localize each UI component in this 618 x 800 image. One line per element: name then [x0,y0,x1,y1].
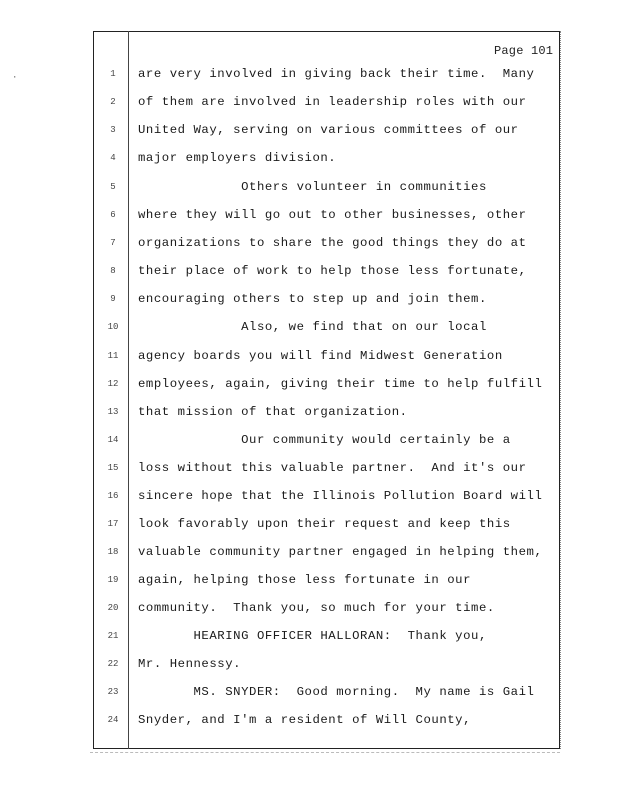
line-text: valuable community partner engaged in helping them, [138,545,543,559]
transcript-line [98,657,553,677]
line-text: community. Thank you, so much for your time. [138,601,495,615]
line-number: 15 [107,463,119,473]
line-number: 1 [110,69,116,79]
transcript-line [98,236,553,256]
line-number: 8 [110,266,116,276]
line-number: 11 [107,351,119,361]
line-number: 9 [110,294,116,304]
line-text: major employers division. [138,151,337,165]
line-number: 7 [110,238,116,248]
line-number: 3 [110,125,116,135]
transcript-line [98,264,553,284]
line-text: agency boards you will find Midwest Generation [138,349,503,363]
transcript-line [98,489,553,509]
transcript-line [98,208,553,228]
line-number: 22 [107,659,119,669]
line-text: that mission of that organization. [138,405,408,419]
line-number: 19 [107,575,119,585]
line-number: 23 [107,687,119,697]
transcript-line [98,377,553,397]
line-number: 14 [107,435,119,445]
scan-artifact [90,752,560,753]
page-number: Page 101 [494,44,554,58]
line-number: 21 [107,631,119,641]
line-text: of them are involved in leadership roles with our [138,95,527,109]
transcript-line [98,180,553,200]
margin-mark: · [12,73,18,83]
line-number: 20 [107,603,119,613]
line-number: 6 [110,210,116,220]
transcript-line [98,349,553,369]
line-text: look favorably upon their request and keep this [138,517,511,531]
transcript-line [98,685,553,705]
transcript-line [98,601,553,621]
transcript-line [98,517,553,537]
line-text: MS. SNYDER: Good morning. My name is Gail [138,685,535,699]
line-number: 2 [110,97,116,107]
line-text: sincere hope that the Illinois Pollution Board will [138,489,543,503]
line-text: Others volunteer in communities [138,180,487,194]
transcript-line [98,95,553,115]
line-text: Mr. Hennessy. [138,657,242,671]
line-number: 5 [110,182,116,192]
transcript-line [98,573,553,593]
line-text: loss without this valuable partner. And it's our [138,461,527,475]
transcript-line [98,433,553,453]
line-text: their place of work to help those less fortunate, [138,264,527,278]
transcript-line [98,713,553,733]
transcript-line [98,405,553,425]
transcript-line [98,461,553,481]
line-number: 16 [107,491,119,501]
line-text: HEARING OFFICER HALLORAN: Thank you, [138,629,487,643]
line-text: employees, again, giving their time to help fulfill [138,377,543,391]
line-text: United Way, serving on various committees of our [138,123,519,137]
line-text: Our community would certainly be a [138,433,511,447]
line-text: organizations to share the good things they do at [138,236,527,250]
transcript-line [98,292,553,312]
transcript-line [98,320,553,340]
line-text: where they will go out to other businesses, other [138,208,527,222]
transcript-line [98,123,553,143]
transcript-line [98,67,553,87]
line-text: again, helping those less fortunate in our [138,573,472,587]
line-text: Snyder, and I'm a resident of Will County, [138,713,472,727]
transcript-line [98,151,553,171]
line-number: 4 [110,153,116,163]
transcript-line [98,545,553,565]
line-text: encouraging others to step up and join them. [138,292,487,306]
line-number: 18 [107,547,119,557]
line-text: Also, we find that on our local [138,320,487,334]
line-text: are very involved in giving back their time. Many [138,67,535,81]
line-number: 13 [107,407,119,417]
line-number: 12 [107,379,119,389]
right-margin-rule [560,31,561,749]
line-number: 17 [107,519,119,529]
line-number: 24 [107,715,119,725]
transcript-line [98,629,553,649]
line-number: 10 [107,322,119,332]
